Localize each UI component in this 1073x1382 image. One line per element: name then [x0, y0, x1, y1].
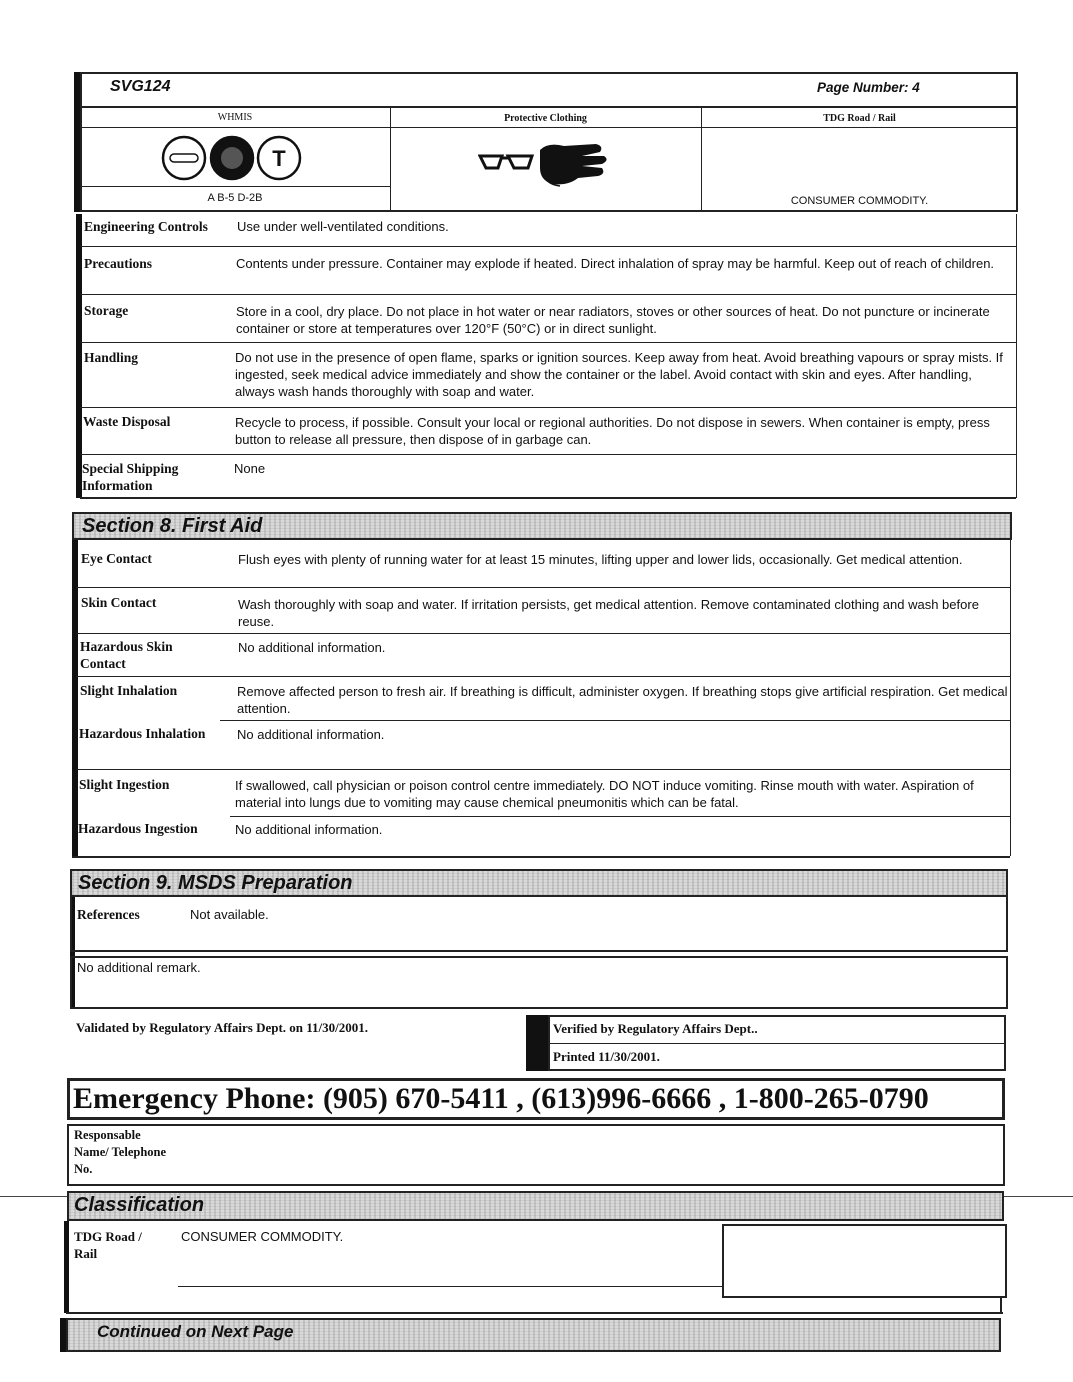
- label-skin-contact: Skin Contact: [81, 595, 157, 610]
- flammable-icon: [211, 137, 253, 179]
- section9-title: Section 9. MSDS Preparation: [78, 872, 353, 894]
- classification-tdg-label: TDG Road / Rail: [74, 1229, 142, 1261]
- label-slight-ingestion: Slight Ingestion: [79, 777, 170, 792]
- text-hazardous-inhalation: No additional information.: [237, 727, 385, 742]
- remark-box: [70, 956, 1008, 1009]
- classification-band: [67, 1191, 1004, 1221]
- section7-left-bar: [76, 214, 82, 498]
- protective-clothing-heading: Protective Clothing: [504, 113, 587, 124]
- label-eye-contact: Eye Contact: [81, 551, 152, 566]
- gloves-icon: [540, 144, 607, 186]
- text-handling: Do not use in the presence of open flame, sparks or ignition sources. Keep away from heat. Avoid breathing vapours or spray mists. If ingested, seek medical advice immediately and show the container or the label. Avoid contact with skin and eyes. After handling, always wash hands thoroughly with soap and water.: [235, 350, 1003, 399]
- whmis-classes: A B-5 D-2B: [207, 192, 263, 204]
- text-skin-contact: Wash thoroughly with soap and water. If irritation persists, get medical attention. Remove contaminated clothing and wash before reuse.: [238, 597, 979, 629]
- text-hazardous-skin-contact: No additional information.: [238, 640, 386, 655]
- text-slight-inhalation: Remove affected person to fresh air. If breathing is difficult, administer oxygen. If breathing stops give artificial respiration. Get medical attention.: [237, 684, 1008, 716]
- classification-tdg-value: CONSUMER COMMODITY.: [181, 1229, 344, 1244]
- validated-text: Validated by Regulatory Affairs Dept. on 11/30/2001.: [76, 1020, 369, 1035]
- protective-clothing-icons: [478, 140, 618, 190]
- classification-left-bar: [64, 1221, 69, 1313]
- product-code: SVG124: [110, 78, 171, 95]
- label-hazardous-skin-contact: Hazardous Skin Contact: [80, 639, 173, 671]
- label-special-shipping: Special Shipping Information: [82, 461, 179, 493]
- compressed-gas-icon: [163, 137, 205, 179]
- text-slight-ingestion: If swallowed, call physician or poison control centre immediately. DO NOT induce vomiting. Rinse mouth with water. Aspiration of material into lungs due to vomiting may cause chemical pneumonitis which can be fatal.: [235, 778, 974, 810]
- safety-glasses-icon: [480, 156, 532, 168]
- label-storage: Storage: [84, 303, 129, 318]
- printed-text: Printed 11/30/2001.: [553, 1049, 660, 1064]
- text-special-shipping: None: [234, 461, 266, 476]
- toxic-t-icon: [258, 137, 300, 179]
- label-hazardous-ingestion: Hazardous Ingestion: [78, 821, 198, 836]
- label-hazardous-inhalation: Hazardous Inhalation: [79, 726, 206, 741]
- text-eye-contact: Flush eyes with plenty of running water for at least 15 minutes, lifting upper and lower lids, occasionally. Get medical attention.: [238, 552, 963, 567]
- label-slight-inhalation: Slight Inhalation: [80, 683, 178, 698]
- responsible-box: [67, 1124, 1005, 1186]
- label-waste-disposal: Waste Disposal: [83, 414, 171, 429]
- continued-text: Continued on Next Page: [97, 1322, 294, 1341]
- tdg-heading: TDG Road / Rail: [823, 113, 896, 124]
- whmis-symbols: [160, 134, 310, 182]
- whmis-heading: WHMIS: [217, 112, 253, 123]
- text-storage: Store in a cool, dry place. Do not place in hot water or near radiators, stoves or other sources of heat. Do not puncture or incinerate container or store at temperatures over 120°F (50°C) or in direct sunlight.: [236, 304, 990, 336]
- label-engineering-controls: Engineering Controls: [84, 219, 208, 234]
- responsible-label: Responsable Name/ Telephone No.: [74, 1128, 167, 1176]
- section8-title: Section 8. First Aid: [82, 515, 263, 537]
- classification-title: Classification: [74, 1194, 205, 1216]
- tdg-value: CONSUMER COMMODITY.: [790, 195, 929, 207]
- text-precautions: Contents under pressure. Container may explode if heated. Direct inhalation of spray may be harmful. Keep out of reach of children.: [236, 256, 995, 271]
- references-value: Not available.: [190, 907, 269, 922]
- verified-text: Verified by Regulatory Affairs Dept..: [553, 1021, 758, 1036]
- page-number: Page Number: 4: [817, 80, 920, 95]
- label-precautions: Precautions: [84, 256, 152, 271]
- verified-left-bar: [526, 1015, 550, 1071]
- label-handling: Handling: [84, 350, 139, 365]
- remark-text: No additional remark.: [77, 960, 201, 975]
- references-label: References: [77, 907, 140, 922]
- text-hazardous-ingestion: No additional information.: [235, 822, 383, 837]
- classification-placard-box: [722, 1224, 1007, 1298]
- text-waste-disposal: Recycle to process, if possible. Consult your local or regional authorities. Do not dispose in sewers. When container is empty, press button to release all pressure, then dispose of in garbage can.: [235, 415, 990, 447]
- svg-text:T: T: [272, 146, 286, 171]
- emergency-phone: Emergency Phone: (905) 670-5411 , (613)996-6666 , 1-800-265-0790: [73, 1082, 929, 1115]
- text-engineering-controls: Use under well-ventilated conditions.: [237, 219, 449, 234]
